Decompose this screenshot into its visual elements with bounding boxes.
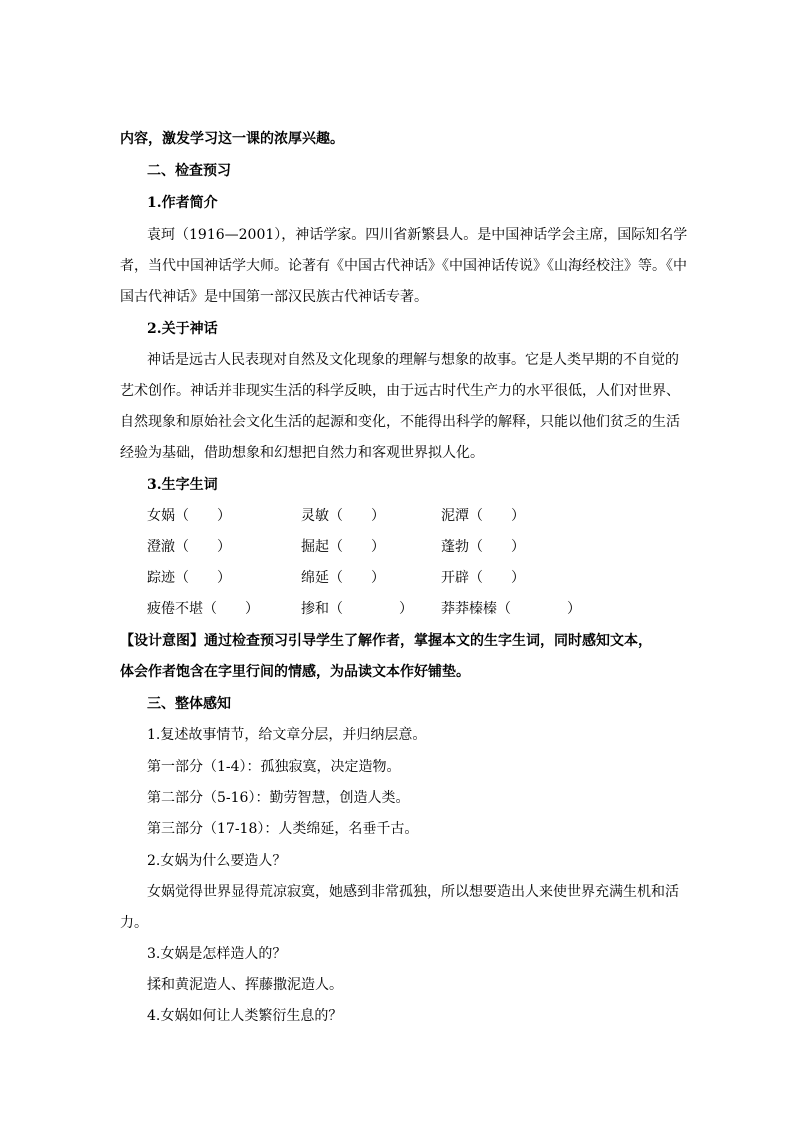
myth-text-line-1: 神话是远古人民表现对自然及文化现象的理解与想象的故事。它是人类早期的不自觉的 <box>147 352 679 368</box>
question-1: 1.复述故事情节，给文章分层，并归纳层意。 <box>147 727 427 743</box>
subheading-myth: 2.关于神话 <box>147 321 218 337</box>
answer-2-line-1: 女娲觉得世界显得荒凉寂寞，她感到非常孤独，所以想要造出人来使世界充满生机和活 <box>147 884 679 900</box>
vocab-item: 澄澈（ ） <box>147 539 231 555</box>
answer-2-line-2: 力。 <box>120 915 148 931</box>
subheading-vocab: 3.生字生词 <box>147 477 218 493</box>
answer-part-1: 第一部分（1-4）：孤独寂寞，决定造物。 <box>147 759 401 775</box>
myth-text-line-4: 经验为基础，借助想象和幻想把自然力和客观世界拟人化。 <box>120 445 484 461</box>
paragraph-continuation: 内容，激发学习这一课的浓厚兴趣。 <box>120 131 344 147</box>
question-3: 3.女娲是怎样造人的？ <box>147 946 287 962</box>
question-2: 2.女娲为什么要造人？ <box>147 853 287 869</box>
vocab-item: 踪迹（ ） <box>147 570 231 586</box>
myth-text-line-3: 自然现象和原始社会文化生活的起源和变化，不能得出科学的解释，只能以他们贫乏的生活 <box>120 414 680 430</box>
vocab-item: 蓬勃（ ） <box>441 539 525 555</box>
answer-part-2: 第二部分（5-16）：勤劳智慧，创造人类。 <box>147 790 410 806</box>
vocab-item: 掺和（ ） <box>301 601 413 617</box>
vocab-item: 绵延（ ） <box>301 570 385 586</box>
answer-3: 揉和黄泥造人、挥藤撒泥造人。 <box>147 977 343 993</box>
vocab-item: 莽莽榛榛（ ） <box>441 601 581 617</box>
section-heading-preview: 二、检查预习 <box>147 163 231 179</box>
vocab-item: 疲倦不堪（ ） <box>147 601 259 617</box>
vocab-item: 泥潭（ ） <box>441 508 525 524</box>
vocab-item: 开辟（ ） <box>441 570 525 586</box>
author-text-line-2: 者，当代中国神话学大师。论著有《中国古代神话》《中国神话传说》《山海经校注》等。《中 <box>120 258 687 274</box>
author-text-line-3: 国古代神话》是中国第一部汉民族古代神话专著。 <box>120 289 428 305</box>
design-intent-line-1: 【设计意图】通过检查预习引导学生了解作者，掌握本文的生字生词，同时感知文本， <box>120 633 652 649</box>
vocab-item: 女娲（ ） <box>147 508 231 524</box>
vocab-item: 掘起（ ） <box>301 539 385 555</box>
answer-part-3: 第三部分（17-18）：人类绵延，名垂千古。 <box>147 821 419 837</box>
design-intent-line-2: 体会作者饱含在字里行间的情感，为品读文本作好铺垫。 <box>120 664 470 680</box>
vocab-item: 灵敏（ ） <box>301 508 385 524</box>
section-heading-overview: 三、整体感知 <box>147 696 231 712</box>
author-text-line-1: 袁珂（1916—2001），神话学家。四川省新繁县人。是中国神话学会主席，国际知名学 <box>147 227 688 243</box>
question-4: 4.女娲如何让人类繁衍生息的？ <box>147 1008 343 1024</box>
myth-text-line-2: 艺术创作。神话并非现实生活的科学反映，由于远古时代生产力的水平很低，人们对世界、 <box>120 383 680 399</box>
subheading-author: 1.作者简介 <box>147 195 218 211</box>
